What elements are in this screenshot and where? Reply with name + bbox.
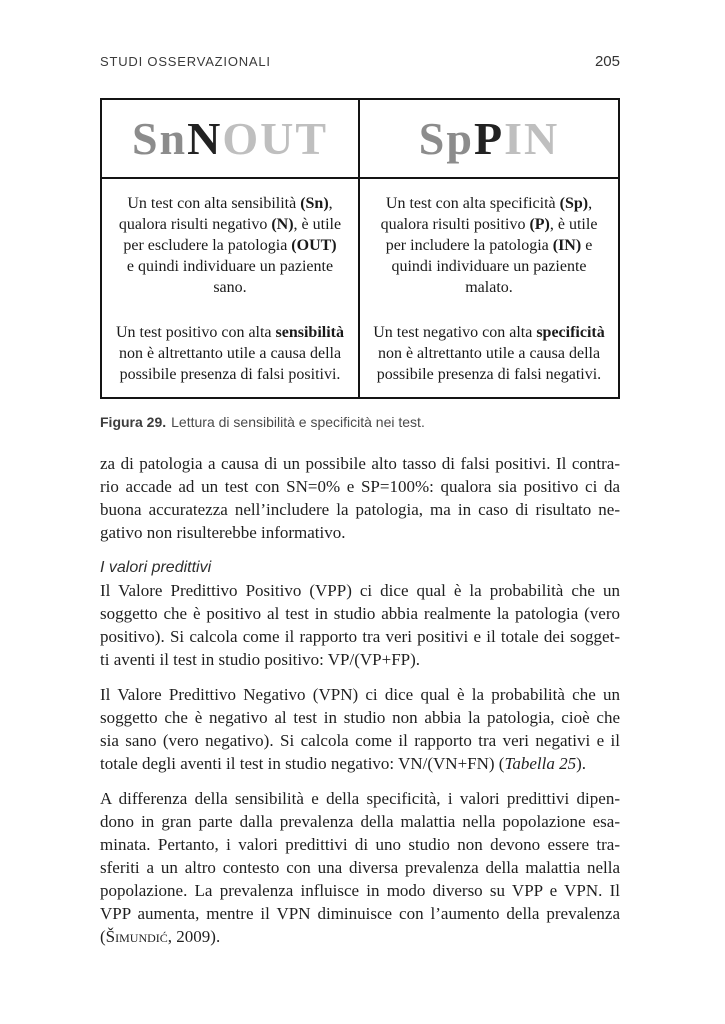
sppin-body-cell [360,179,618,397]
running-header-title: STUDI OSSERVAZIONALI [100,54,271,69]
snnout-definition: Un test con alta sensibilità (Sn), qualora risulti negativo (N), è utile per escludere la patologia (OUT) e quindi individuare un paziente sano. [118,195,342,296]
snnout-body-cell [102,179,360,397]
sppin-limitation: Un test negativo con alta specificità non è altrettanto utile a causa della possibile presenza di falsi negativi. [373,324,605,383]
sppin-definition: Un test con alta specificità (Sp), qualora risulti positivo (P), è utile per includere la patologia (IN) e quindi individuare un paziente malato. [380,195,598,296]
figure-caption [100,413,620,432]
snnout-limitation: Un test positivo con alta sensibilità non è altrettanto utile a causa della possibile presenza di falsi positivi. [116,324,344,383]
figure-table [100,98,620,399]
figure-caption-text: Lettura di sensibilità e specificità nei test. [171,414,425,430]
paragraph-vpn: Il Valore Predittivo Negativo (VPN) ci dice qual è la probabilità che un soggetto che è negativo al test in studio non abbia la patologia, cioè che sia sano (vero negativo). Si calcola come il rapporto tra veri negativi e il totale degli aventi il test in studio negativo: VN/(VN+FN) (Tabella 25). [100,685,620,773]
mnemonic-sppin: SpPIN [418,112,560,164]
page-number: 205 [594,53,620,70]
running-header [100,53,620,70]
snnout-header-cell [102,100,360,177]
section-heading: I valori predittivi [100,559,212,576]
paragraph-prevalenza: A differenza della sensibilità e della specificità, i valori predittivi dipen- dono in gran parte dalla prevalenza della malattia nella popolazione esa- minata. Pertanto, i valori predittivi di uno studio non devono essere tra- sferiti a un altro contesto con una diversa prevalenza della malattia nella popolazione. La prevalenza influisce in modo diverso su VPP e VPN. Il VPP aumenta, mentre il VPN diminuisce con l’aumento della prevalenza (Šimundić, 2009). [100,789,620,946]
figure-table-header-row [102,100,618,179]
sppin-header-cell [360,100,618,177]
body-text [100,452,620,948]
paragraph-continuation: za di patologia a causa di un possibile alto tasso di falsi positivi. Il contra- rio accade ad un test con SN=0% e SP=100%: qualora sia positivo ci da buona accuratezza nell’includere la patologia, ma in caso di risultato ne- gativo non risulterebbe informativo. [100,454,620,542]
paragraph-vpp: Il Valore Predittivo Positivo (VPP) ci dice qual è la probabilità che un soggetto che è positivo al test in studio abbia realmente la patologia (vero positivo). Si calcola come il rapporto tra veri positivi e il totale dei sogget- ti aventi il test in studio positivo: VP/(VP+FP). [100,581,620,669]
figure-table-body-row [102,179,618,397]
mnemonic-snnout: SnNOUT [131,112,329,164]
figure-caption-label: Figura 29. [100,414,167,430]
